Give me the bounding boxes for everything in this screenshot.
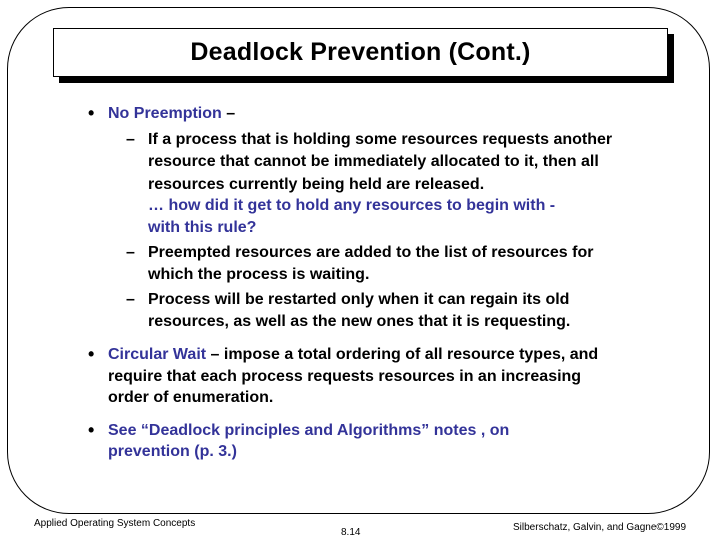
bullet-text-line: prevention (p. 3.)	[108, 443, 237, 460]
title-box	[53, 28, 668, 77]
page-title: Deadlock Prevention (Cont.)	[190, 38, 531, 66]
sub-item-note-line: with this rule?	[148, 219, 257, 236]
bullet-see-notes: See “Deadlock principles and Algorithms” notes , on	[108, 422, 510, 439]
sub-item-line: resources currently being held are released.	[148, 176, 485, 193]
footer-copyright: Silberschatz, Galvin, and Gagne©1999	[513, 522, 687, 533]
bullet-label-circular-wait: Circular Wait	[108, 346, 207, 363]
bullet-label-no-preemption: No Preemption	[108, 105, 222, 122]
bullet-icon: •	[88, 344, 95, 364]
sub-item-line: which the process is waiting.	[148, 266, 370, 283]
bullet-icon: •	[88, 420, 95, 440]
sub-item-line: Process will be restarted only when it can regain its old	[148, 291, 570, 308]
bullet-label-suffix: –	[221, 105, 236, 122]
bullet-text: – impose a total ordering of all resource types, and	[206, 346, 599, 363]
sub-item-line: If a process that is holding some resources requests another	[148, 131, 613, 148]
bullet-no-preemption	[108, 104, 235, 124]
dash-icon: –	[126, 291, 135, 308]
bullet-text-line: order of enumeration.	[108, 389, 274, 406]
footer-page-number: 8.14	[341, 527, 361, 538]
bullet-icon: •	[88, 103, 95, 123]
bullet-circular-wait	[108, 345, 598, 365]
footer-book-title: Applied Operating System Concepts	[34, 518, 196, 529]
dash-icon: –	[126, 131, 135, 148]
sub-item-line: resources, as well as the new ones that it is requesting.	[148, 313, 571, 330]
sub-item-note-line: … how did it get to hold any resources to begin with -	[148, 197, 556, 214]
dash-icon: –	[126, 244, 135, 261]
bullet-text-line: require that each process requests resources in an increasing	[108, 368, 582, 385]
sub-item-line: Preempted resources are added to the list of resources for	[148, 244, 594, 261]
sub-item-line: resource that cannot be immediately allocated to it, then all	[148, 153, 599, 170]
